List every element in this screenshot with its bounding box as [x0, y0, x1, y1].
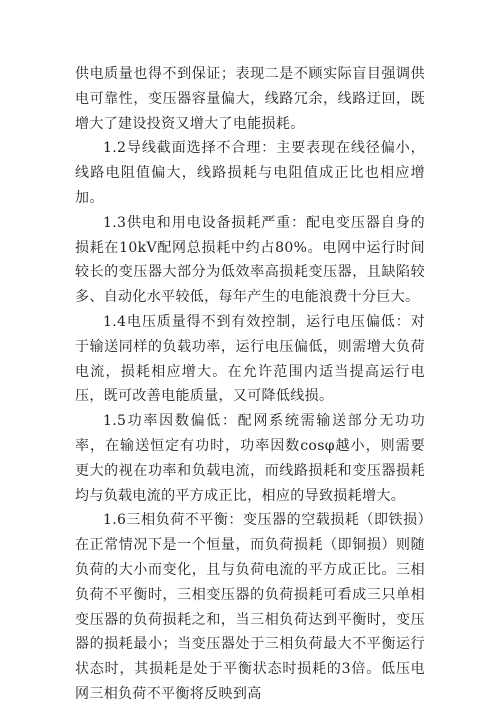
paragraph-1-3-equipment-loss: 1.3供电和用电设备损耗严重：配电变压器自身的损耗在10kV配网总损耗中约占80%。电网中运行时间较长的变压器大部分为低效率高损耗变压器，且缺陷较多、自动化水平较低，每年产生的电能浪费十分巨大。	[75, 214, 425, 306]
paragraph-1-6-three-phase-unbalance: 1.6三相负荷不平衡：变压器的空载损耗（即铁损）在正常情况下是一个恒量，而负荷损耗（即铜损）则随负荷的大小而变化，且与负荷电流的平方成正比。三相负荷不平衡时，三相变压器的负荷损耗可看成三只单相变压器的负荷损耗之和，当三相负荷达到平衡时，变压器的损耗最小；当变压器处于三相负荷最大不平衡运行状态时，其损耗是处于平衡状态时损耗的3倍。低压电网三相负荷不平衡将反映到高	[75, 512, 425, 702]
paragraph-1-4-voltage-quality: 1.4电压质量得不到有效控制，运行电压偏低：对于输送同样的负载功率，运行电压偏低，则需增大负荷电流，损耗相应增大。在允许范围内适当提高运行电压，既可改善电能质量，又可降低线损。	[75, 313, 425, 405]
document-body	[75, 62, 425, 707]
paragraph-continuation: 供电质量也得不到保证；表现二是不顾实际盲目强调供电可靠性，变压器容量偏大，线路冗余，线路迂回，既增大了建设投资又增大了电能损耗。	[75, 66, 425, 132]
paragraph-1-5-power-factor: 1.5功率因数偏低：配网系统需输送部分无功功率，在输送恒定有功时，功率因数cosφ越小，则需要更大的视在功率和负载电流，而线路损耗和变压器损耗均与负载电流的平方成正比，相应的导致损耗增大。	[75, 413, 425, 504]
paragraph-1-2-conductor-section: 1.2导线截面选择不合理：主要表现在线径偏小，线路电阻值偏大，线路损耗与电阻值成正比也相应增加。	[75, 140, 425, 206]
